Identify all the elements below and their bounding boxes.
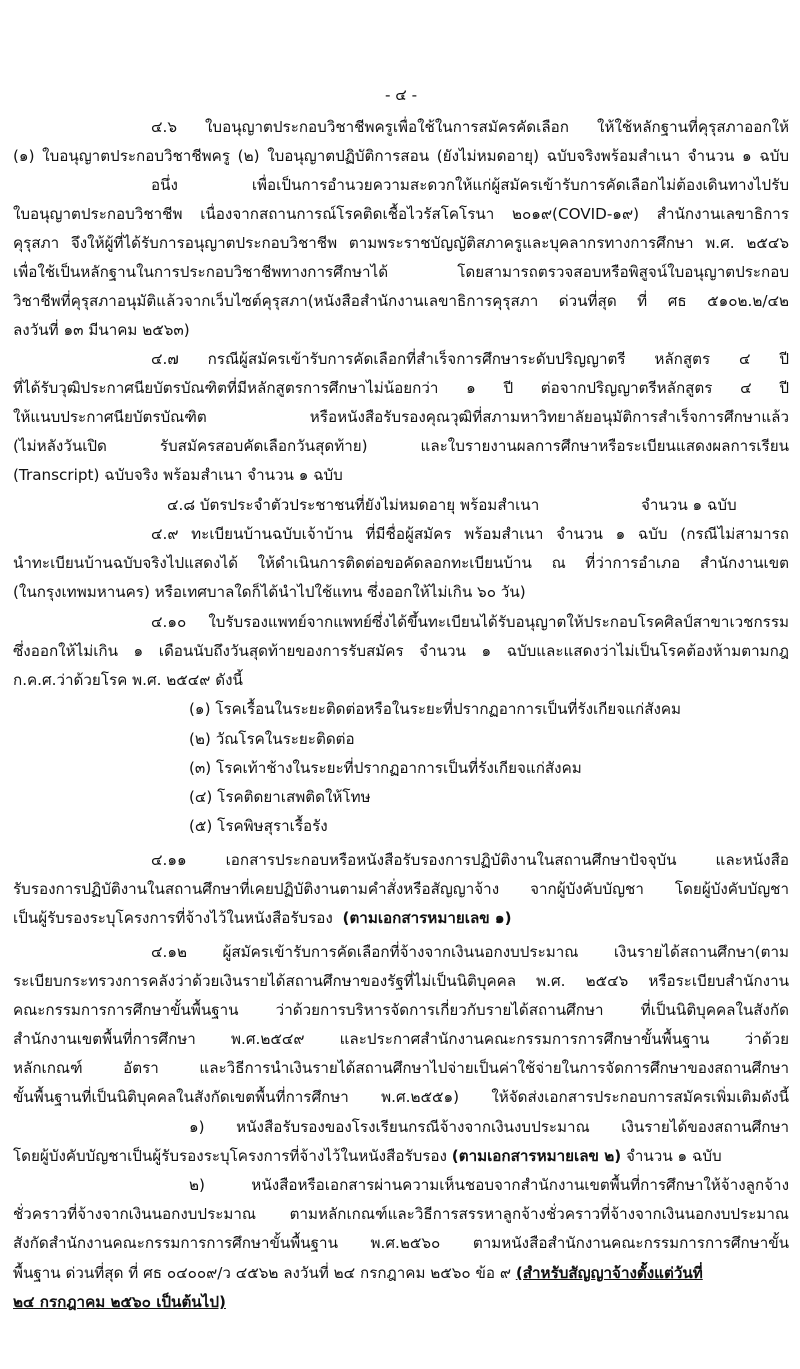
text-line: ๔.๖ ใบอนุญาตประกอบวิชาชีพครูเพื่อใช้ในการสมัครคัดเลือก ให้ใช้หลักฐานที่คุรุสภาออกให้	[151, 118, 789, 136]
list-item: (๒) วัณโรคในระยะติดต่อ	[189, 730, 355, 748]
list-item: (๑) โรคเรื้อนในระยะติดต่อหรือในระยะที่ปรากฏอาการเป็นที่รังเกียจแก่สังคม	[189, 700, 682, 718]
text-line: ๔.๗ กรณีผู้สมัครเข้ารับการคัดเลือกที่สำเร็จการศึกษาระดับปริญญาตรี หลักสูตร ๔ ปี	[151, 350, 789, 368]
text-segment: โดยผู้บังคับบัญชาเป็นผู้รับรองระบุโครงการที่จ้างไว้ในหนังสือรับรอง	[13, 1147, 447, 1165]
text-line: สำนักงานเขตพื้นที่การศึกษา พ.ศ.๒๕๔๙ และประกาศสำนักงานคณะกรรมการการศึกษาขั้นพื้นฐาน ว่าด้วย	[13, 1030, 789, 1048]
text-line: หลักเกณฑ์ อัตรา และวิธีการนำเงินรายได้สถานศึกษาไปจ่ายเป็นค่าใช้จ่ายในการจัดการศึกษาของสถานศึกษา	[13, 1059, 789, 1077]
text-segment: เป็นผู้รับรองระบุโครงการที่จ้างไว้ในหนังสือรับรอง	[13, 909, 333, 927]
text-line: ๔.๘ บัตรประจำตัวประชาชนที่ยังไม่หมดอายุ พร้อมสำเนา	[167, 496, 540, 514]
text-line: ขั้นพื้นฐานที่เป็นนิติบุคคลในสังกัดเขตพื้นที่การศึกษา พ.ศ.๒๕๕๑) ให้จัดส่งเอกสารประกอบการสมัครเพิ่มเติมดังนี้	[13, 1088, 789, 1106]
text-line	[13, 1145, 789, 1169]
list-item: (๓) โรคเท้าช้างในระยะที่ปรากฏอาการเป็นที่รังเกียจแก่สังคม	[189, 759, 582, 777]
text-line: ซึ่งออกให้ไม่เกิน ๑ เดือนนับถึงวันสุดท้ายของการรับสมัคร จำนวน ๑ ฉบับและแสดงว่าไม่เป็นโรคต้องห้ามตามกฎ	[13, 642, 789, 660]
contract-note-continued: ๒๔ กรกฎาคม ๒๕๖๐ เป็นต้นไป)	[13, 1293, 226, 1311]
text-line: วิชาชีพที่คุรุสภาอนุมัติแล้วจากเว็บไซต์คุรุสภา(หนังสือสำนักงานเลขาธิการคุรุสภา ด่วนที่สุด ที่ ศธ ๕๑๐๒.๒/๔๒	[13, 292, 789, 310]
page-number: - ๔ -	[384, 86, 418, 104]
list-item: (๕) โรคพิษสุราเรื้อรัง	[189, 817, 328, 835]
text-line: คุรุสภา จึงให้ผู้ที่ได้รับการอนุญาตประกอบวิชาชีพ ตามพระราชบัญญัติสภาครูและบุคลากรทางการศึกษา พ.ศ. ๒๕๔๖	[13, 234, 789, 252]
document-reference-2: (ตามเอกสารหมายเลข ๒)	[451, 1147, 622, 1165]
text-line: ชั่วคราวที่จ้างจากเงินนอกงบประมาณ ตามหลักเกณฑ์และวิธีการสรรหาลูกจ้างชั่วคราวที่จ้างจากเงินนอกงบประมาณ	[13, 1205, 789, 1223]
text-segment: พื้นฐาน ด่วนที่สุด ที่ ศธ ๐๔๐๐๙/ว ๔๕๖๒ ลงวันที่ ๒๔ กรกฎาคม ๒๕๖๐ ข้อ ๙	[13, 1264, 511, 1282]
text-line: รับรองการปฏิบัติงานในสถานศึกษาที่เคยปฏิบัติงานตามคำสั่งหรือสัญญาจ้าง จากผู้บังคับบัญชา โดยผู้บังคับบัญชา	[13, 880, 789, 898]
text-line: ใบอนุญาตประกอบวิชาชีพ เนื่องจากสถานการณ์โรคติดเชื้อไวรัสโคโรนา ๒๐๑๙(COVID-๑๙) สำนักงานเลขาธิการ	[13, 205, 789, 223]
text-line: ก.ค.ศ.ว่าด้วยโรค พ.ศ. ๒๕๔๙ ดังนี้	[13, 671, 243, 689]
text-segment: จำนวน ๑ ฉบับ	[625, 1147, 722, 1165]
text-line: จำนวน ๑ ฉบับ	[641, 496, 737, 514]
text-line: (ไม่หลังวันเปิด รับสมัครสอบคัดเลือกวันสุดท้าย) และใบรายงานผลการศึกษาหรือระเบียนแสดงผลการเรียน	[13, 437, 789, 455]
text-line: นำทะเบียนบ้านฉบับจริงไปแสดงได้ ให้ดำเนินการติดต่อขอคัดลอกทะเบียนบ้าน ณ ที่ว่าการอำเภอ สำนักงานเขต	[13, 554, 789, 572]
text-line: (ในกรุงเทพมหานคร) หรือเทศบาลใดก็ได้นำไปใช้แทน ซึ่งออกให้ไม่เกิน ๖๐ วัน)	[13, 583, 526, 601]
text-line: (๑) ใบอนุญาตประกอบวิชาชีพครู (๒) ใบอนุญาตปฏิบัติการสอน (ยังไม่หมดอายุ) ฉบับจริงพร้อมสำเนา จำนวน ๑ ฉบับ	[13, 147, 789, 165]
text-line: ให้แนบประกาศนียบัตรบัณฑิต หรือหนังสือรับรองคุณวุฒิที่สภามหาวิทยาลัยอนุมัติการสำเร็จการศึกษาแล้ว	[13, 408, 789, 426]
text-line	[13, 1262, 789, 1286]
text-line: ๔.๙ ทะเบียนบ้านฉบับเจ้าบ้าน ที่มีชื่อผู้สมัคร พร้อมสำเนา จำนวน ๑ ฉบับ (กรณีไม่สามารถ	[151, 525, 789, 543]
text-line: ๔.๑๒ ผู้สมัครเข้ารับการคัดเลือกที่จ้างจากเงินนอกงบประมาณ เงินรายได้สถานศึกษา(ตาม	[151, 943, 789, 961]
text-line: ระเบียบกระทรวงการคลังว่าด้วยเงินรายได้สถานศึกษาของรัฐที่ไม่เป็นนิติบุคคล พ.ศ. ๒๕๔๖ หรือระเบียบสำนักงาน	[13, 972, 789, 990]
document-reference-1: (ตามเอกสารหมายเลข ๑)	[342, 909, 512, 927]
text-line: สังกัดสำนักงานคณะกรรมการการศึกษาขั้นพื้นฐาน พ.ศ.๒๕๖๐ ตามหนังสือสำนักงานคณะกรรมการการศึกษาขั้น	[13, 1234, 789, 1252]
text-line: ๒) หนังสือหรือเอกสารผ่านความเห็นชอบจากสำนักงานเขตพื้นที่การศึกษาให้จ้างลูกจ้าง	[189, 1176, 789, 1194]
text-line: ๔.๑๐ ใบรับรองแพทย์จากแพทย์ซึ่งได้ขึ้นทะเบียนได้รับอนุญาตให้ประกอบโรคศิลป์สาขาเวชกรรม	[151, 613, 789, 631]
text-line: อนึ่ง เพื่อเป็นการอำนวยความสะดวกให้แก่ผู้สมัครเข้ารับการคัดเลือกไม่ต้องเดินทางไปรับ	[151, 176, 789, 194]
text-line: ๑) หนังสือรับรองของโรงเรียนกรณีจ้างจากเงินงบประมาณ เงินรายได้ของสถานศึกษา	[189, 1118, 789, 1136]
text-line: คณะกรรมการการศึกษาขั้นพื้นฐาน ว่าด้วยการบริหารจัดการเกี่ยวกับรายได้สถานศึกษา ที่เป็นนิติบุคคลในสังกัด	[13, 1001, 789, 1019]
text-line: ที่ได้รับวุฒิประกาศนียบัตรบัณฑิตที่มีหลักสูตรการศึกษาไม่น้อยกว่า ๑ ปี ต่อจากปริญญาตรีหลักสูตร ๔ ปี	[13, 379, 789, 397]
text-line: เพื่อใช้เป็นหลักฐานในการประกอบวิชาชีพทางการศึกษาได้ โดยสามารถตรวจสอบหรือพิสูจน์ใบอนุญาตประกอบ	[13, 263, 789, 281]
text-line: ลงวันที่ ๑๓ มีนาคม ๒๕๖๓)	[13, 321, 190, 339]
list-item: (๔) โรคติดยาเสพติดให้โทษ	[189, 788, 371, 806]
text-line	[13, 907, 789, 931]
text-line: ๔.๑๑ เอกสารประกอบหรือหนังสือรับรองการปฏิบัติงานในสถานศึกษาปัจจุบัน และหนังสือ	[151, 851, 789, 869]
contract-note: (สำหรับสัญญาจ้างตั้งแต่วันที่	[515, 1264, 703, 1282]
text-line: (Transcript) ฉบับจริง พร้อมสำเนา จำนวน ๑ ฉบับ	[13, 466, 343, 484]
